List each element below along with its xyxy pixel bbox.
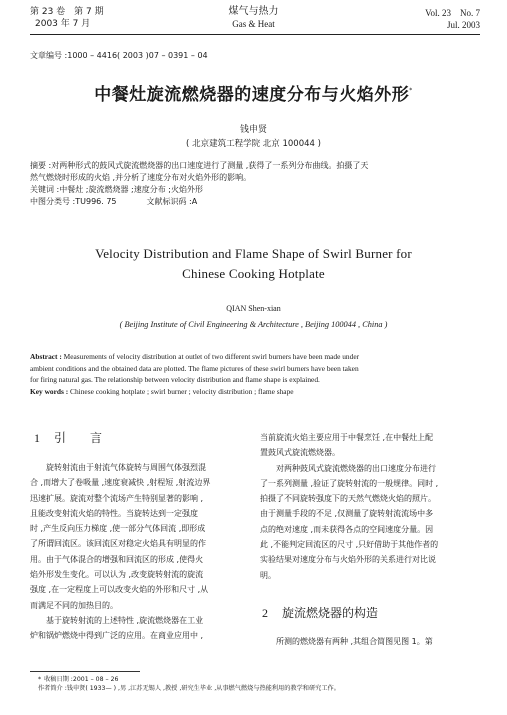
header-date: 2003 年 7 月 [35,19,91,29]
body-line: 当前旋流火焰主要应用于中餐烹饪 ,在中餐灶上配 [260,433,434,442]
footnote-author-bio: 作者简介 :钱申贤( 1933— ) ,男 ,江苏无锡人 ,教授 ,研究生毕业 ,从事燃气燃烧与热能利用的教学和研究工作。 [38,684,340,692]
body-line: 焰外形发生变化。可以认为 ,改变旋转射流的旋流 [30,570,204,580]
class-number: 中图分类号 :TU996. 75 [30,197,117,206]
section-2-title: 旋流燃烧器的构造 [282,606,379,620]
section-1-number: 1 [34,431,40,445]
right-column [260,430,478,583]
body-line: 用。由于气体混合的增强和回流区的形成 ,使得火 [30,554,204,564]
abstract-en-line: Measurements of velocity distribution at outlet of two different swirl burners have been made under [61,352,360,361]
abstract-en-line: for firing natural gas. The relationship between velocity distribution and flame shape is explained. [30,375,320,384]
title-cn [0,80,507,105]
body-line: 基于旋转射流的上述特性 ,旋流燃烧器在工业 [30,615,204,625]
footnote [30,676,340,693]
abstract-cn [30,160,478,208]
section-1-heading [34,429,102,446]
body-line: 旋转射流由于射流气体旋转与周围气体强烈混 [30,463,206,472]
abstract-cn-line: 摘要 :对两种形式的鼓风式旋流燃烧器的出口速度进行了测量 ,获得了一系列分布曲线。拍摄了天 [30,161,369,170]
keywords-cn: 关键词 :中餐灶 ;旋流燃烧器 ;速度分布 ;火焰外形 [30,185,203,194]
author-cn: 钱申贤 [239,125,267,135]
header-date-en: Jul. 2003 [446,20,480,30]
abstract-en-label: Abstract : [30,352,62,361]
body-line: 时 ,产生反向压力梯度 ,使一部分气体回流 ,即形成 [30,524,206,534]
body-line: 对两种鼓风式旋流燃烧器的出口速度分布进行 [260,463,436,473]
header-rule [30,34,480,35]
keywords-en: Chinese cooking hotplate ; swirl burner ; velocity distribution ; flame shape [68,386,294,396]
body-line: 且能改变射流火焰的特性。当旋转达到一定强度 [30,508,198,518]
body-line: 此 ,不能判定回流区的尺寸 ,只好借助于其他作者的 [260,540,439,550]
header-volume-en: Vol. 23 No. 7 [425,8,480,18]
header-volume: 第 23 卷 第 7 期 [30,7,104,17]
abstract-en [30,351,478,397]
body-line: 实验结果对速度分布与火焰外形的关系进行对比说 [260,555,436,565]
body-line: 强度 ,在一定程度上可以改变火焰的外形和尺寸 ,从 [30,585,209,595]
body-line: 拍摄了不同旋转强度下的天然气燃烧火焰的照片。 [260,494,436,504]
author-en: QIAN Shen-xian [226,304,281,313]
abstract-en-line: ambient conditions and the obtained data are plotted. The flame pictures of these swirl burners have been taken [30,363,359,373]
body-line: 置鼓风式旋流燃烧器。 [260,448,340,458]
title-cn-text: 中餐灶旋流燃烧器的速度分布与火焰外形 [94,85,410,105]
abstract-cn-line: 然气燃烧时形成的火焰 ,并分析了速度分布对火焰外形的影响。 [30,173,252,182]
section-2-number: 2 [262,606,268,620]
body-line: 炉和锅炉燃烧中得到广泛的应用。在商业应用中 , [30,631,204,641]
keywords-en-label: Key words : [30,386,69,396]
body-line: 迅速扩展。旋流对整个流场产生特别显著的影响 , [30,493,204,503]
section-1-title: 引 言 [54,431,103,445]
body-line: 了所谓回流区。该回流区对稳定火焰具有明显的作 [30,539,206,549]
affiliation-cn: ( 北京建筑工程学院 北京 100044 ) [186,139,321,149]
affiliation-en: ( Beijing Institute of Civil Engineering & Architecture , Beijing 100044 , China ) [119,320,388,329]
header-journal-en: Gas & Heat [232,19,275,29]
title-en-line1: Velocity Distribution and Flame Shape of Swirl Burner for [95,246,412,261]
body-line: 点的绝对速度 ,而未获得各点的空间速度分量。因 [260,524,434,534]
classification-row [30,196,478,208]
document-code: 文献标识码 :A [146,197,198,206]
body-line: 由于测量手段的不足 ,仅测量了旋转射流流场中多 [260,509,434,519]
header-journal-cn: 煤气与热力 [228,6,279,17]
footnote-mark: * [38,676,42,683]
body-line: 了一系列测量 ,验证了旋转射流的一般规律。同时 , [260,478,439,488]
body-line: 所测的燃烧器有两种 ,其组合简图见图 1。第 [260,637,433,646]
title-footnote-mark: * [409,87,413,94]
title-en-line2: Chinese Cooking Hotplate [182,266,325,281]
left-column [30,460,243,644]
section-2-heading [262,604,378,621]
article-number: 文章编号 :1000 – 4416( 2003 )07 – 0391 – 04 [30,51,208,60]
body-line: 而满足不同的加热目的。 [30,600,118,610]
body-line: 合 ,而增大了卷吸量 ,速度衰减快 ,射程短 ,射流边界 [30,478,211,488]
body-line: 明。 [260,570,276,580]
right-column-continuation [260,634,478,649]
footnote-rule [30,671,140,672]
footnote-received: 收稿日期 :2001 – 08 – 26 [44,676,119,683]
